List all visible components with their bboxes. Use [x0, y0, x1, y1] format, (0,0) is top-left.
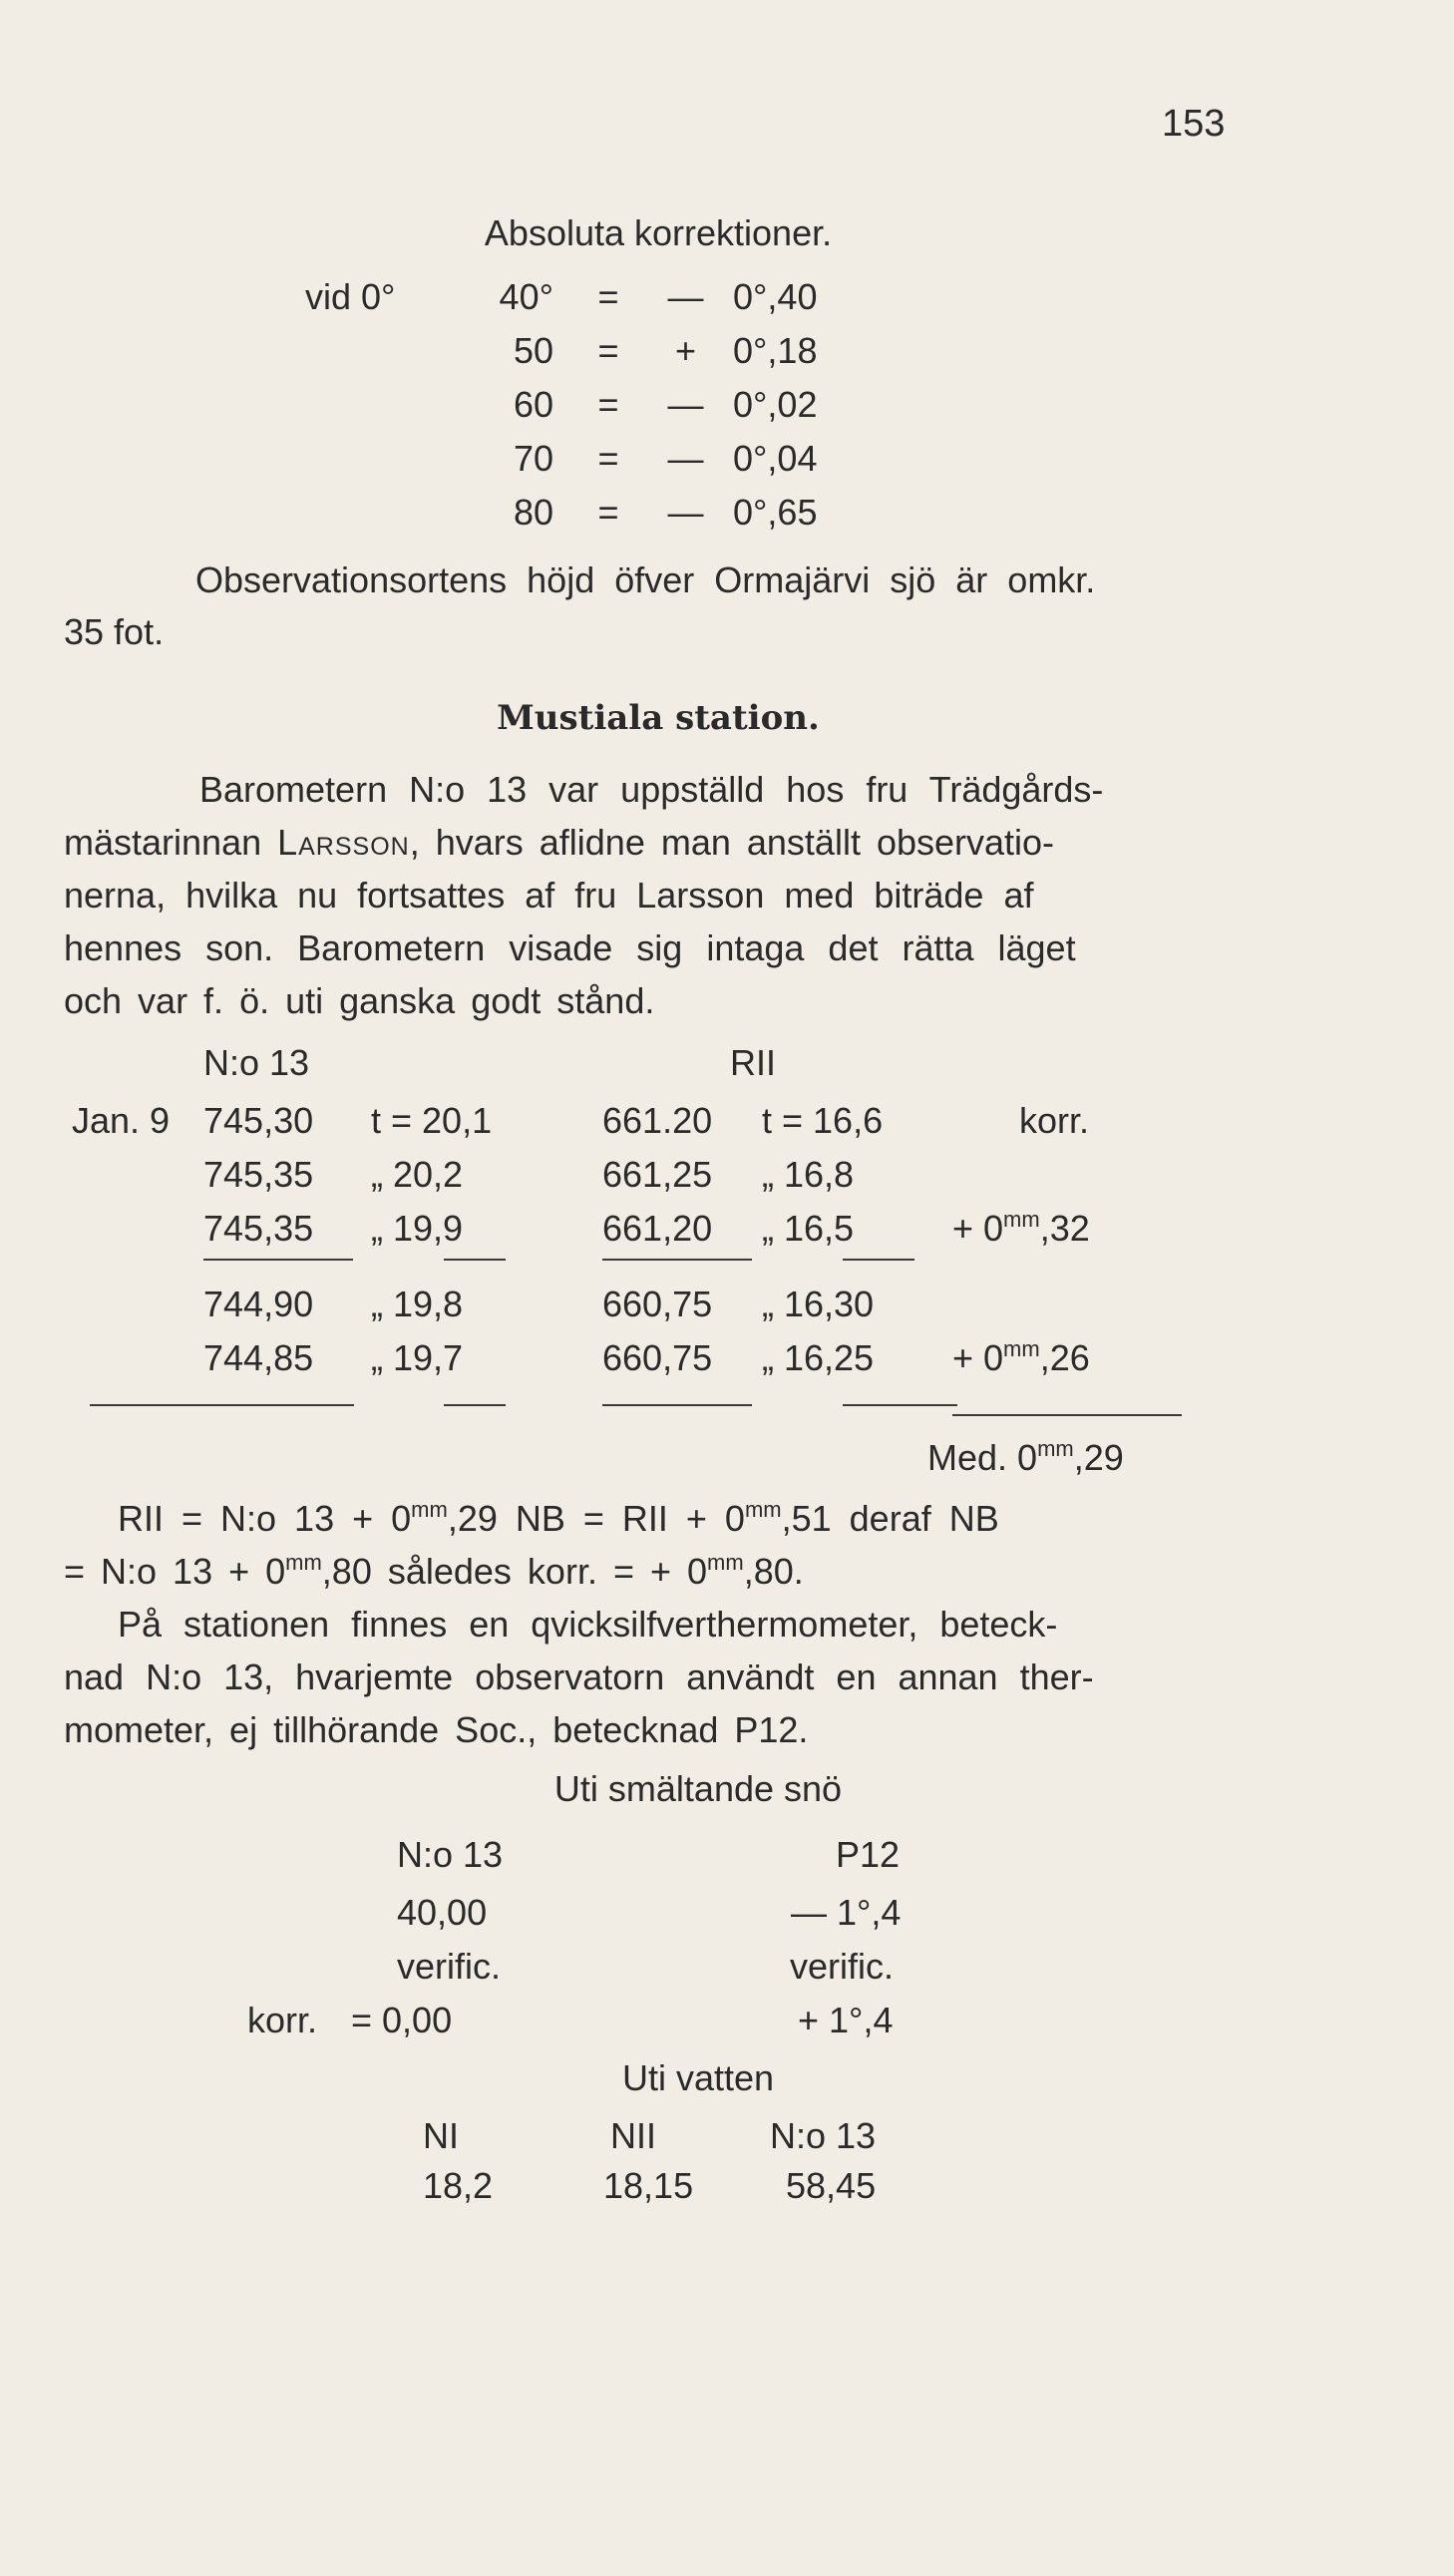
person-name: Larsson	[277, 822, 410, 863]
corr-value: 0°,65	[733, 492, 818, 533]
snow-korr: = 0,00	[351, 2000, 453, 2040]
corr-value: 0°,40	[733, 276, 818, 317]
table-cell: 661,25	[602, 1154, 713, 1195]
paragraph-line: mometer, ej tillhörande Soc., betecknad P12.	[64, 1709, 809, 1750]
snow-verific: verific.	[790, 1946, 895, 1987]
water-head: NII	[610, 2115, 657, 2156]
water-title: Uti vatten	[621, 2057, 775, 2098]
table-date: Jan. 9	[72, 1100, 171, 1141]
paragraph-line: På stationen finnes en qvicksilfverthermometer, beteck-	[118, 1604, 1058, 1645]
paragraph-line: och var f. ö. uti ganska godt stånd.	[64, 980, 655, 1021]
table-cell: 660,75	[602, 1337, 713, 1378]
corr-sign: —	[667, 384, 704, 425]
paragraph-line: hennes son. Barometern visade sig intaga det rätta läget	[64, 927, 1076, 968]
table-cell: 660,75	[602, 1284, 713, 1324]
water-value: 58,45	[786, 2165, 877, 2206]
snow-verific: verific.	[397, 1946, 502, 1987]
corr-value: 0°,04	[733, 438, 818, 479]
table-cell: „ 19,9	[371, 1208, 464, 1249]
paragraph-line: nad N:o 13, hvarjemte observatorn användt en annan ther-	[64, 1656, 1094, 1697]
snow-value: 40,00	[397, 1892, 488, 1933]
snow-korr-label: korr.	[247, 2000, 318, 2040]
relation-line: = N:o $13 + 0^{mm},80$ således korr. = + $0^{mm},80$.	[64, 1550, 804, 1592]
snow-korr: + 1°,4	[798, 2000, 894, 2040]
table-header-rii: RII	[730, 1042, 777, 1083]
altitude-note: Observationsortens höjd öfver Ormajärvi sjö är omkr.	[195, 559, 1096, 600]
snow-value: — 1°,4	[791, 1892, 902, 1933]
water-head: N:o 13	[770, 2115, 877, 2156]
table-cell: t = 20,1	[371, 1100, 493, 1141]
table-rule	[444, 1404, 506, 1406]
corr-sign: —	[667, 492, 704, 533]
table-cell: t = 16,6	[762, 1100, 884, 1141]
table-cell: „ 19,8	[371, 1284, 464, 1324]
table-rule	[952, 1414, 1182, 1416]
table-cell: + $0^{mm},32$	[952, 1207, 1090, 1249]
table-cell: 744,90	[203, 1284, 314, 1324]
corr-temp: 50	[513, 330, 553, 371]
table-cell: 661.20	[602, 1100, 713, 1141]
table-rule	[444, 1259, 506, 1261]
paragraph-line: mästarinnan Larsson, hvars aflidne man anställt observatio-	[64, 822, 1055, 863]
corr-temp: 60	[513, 384, 553, 425]
table-cell: 745,30	[203, 1100, 314, 1141]
corr-equals: =	[597, 276, 619, 317]
table-header-no13: N:o 13	[203, 1042, 310, 1083]
corr-temp: 70	[513, 438, 553, 479]
table-rule	[90, 1404, 354, 1406]
snow-head-no13: N:o 13	[397, 1834, 504, 1875]
paragraph-line: nerna, hvilka nu fortsattes af fru Larsson med biträde af	[64, 875, 1034, 916]
corr-value: 0°,02	[733, 384, 818, 425]
table-cell: 745,35	[203, 1208, 314, 1249]
table-cell: korr.	[1019, 1100, 1090, 1141]
station-heading: Mustiala station.	[497, 698, 820, 738]
table-cell: 745,35	[203, 1154, 314, 1195]
table-cell: „ 16,25	[762, 1337, 875, 1378]
table-rule	[203, 1259, 353, 1261]
corrections-prefix: vid 0°	[305, 276, 396, 317]
altitude-note-cont: 35 fot.	[64, 611, 165, 652]
water-value: 18,15	[603, 2165, 694, 2206]
table-cell: „ 19,7	[371, 1337, 464, 1378]
corr-sign: +	[674, 330, 697, 371]
table-rule	[602, 1259, 752, 1261]
table-cell: + $0^{mm},26$	[952, 1336, 1090, 1378]
corrections-title: Absoluta korrektioner.	[484, 212, 833, 253]
page-number: 153	[1162, 103, 1226, 145]
corr-equals: =	[597, 438, 619, 479]
table-cell: 744,85	[203, 1337, 314, 1378]
table-cell: „ 16,30	[762, 1284, 875, 1324]
corr-equals: =	[597, 384, 619, 425]
table-cell: „ 20,2	[371, 1154, 464, 1195]
paragraph-line: Barometern N:o 13 var uppställd hos fru Trädgårds-	[199, 769, 1104, 810]
table-cell: 661,20	[602, 1208, 713, 1249]
table-mean: Med. $0^{mm},29$	[927, 1436, 1124, 1478]
table-rule	[843, 1259, 914, 1261]
corr-temp: 80	[513, 492, 553, 533]
water-head: NI	[423, 2115, 459, 2156]
snow-head-p12: P12	[836, 1834, 901, 1875]
water-value: 18,2	[423, 2165, 494, 2206]
table-rule	[602, 1404, 752, 1406]
table-cell: „ 16,5	[762, 1208, 855, 1249]
corr-sign: —	[667, 276, 704, 317]
table-rule	[843, 1404, 957, 1406]
corr-equals: =	[597, 330, 619, 371]
relation-line: RII = N:o $13 + 0^{mm},29$ NB = RII + $0^{mm},51$ deraf NB	[118, 1497, 999, 1539]
corr-equals: =	[597, 492, 619, 533]
corr-temp: 40°	[499, 276, 553, 317]
corr-value: 0°,18	[733, 330, 818, 371]
table-cell: „ 16,8	[762, 1154, 855, 1195]
corr-sign: —	[667, 438, 704, 479]
snow-title: Uti smältande snö	[553, 1768, 843, 1809]
